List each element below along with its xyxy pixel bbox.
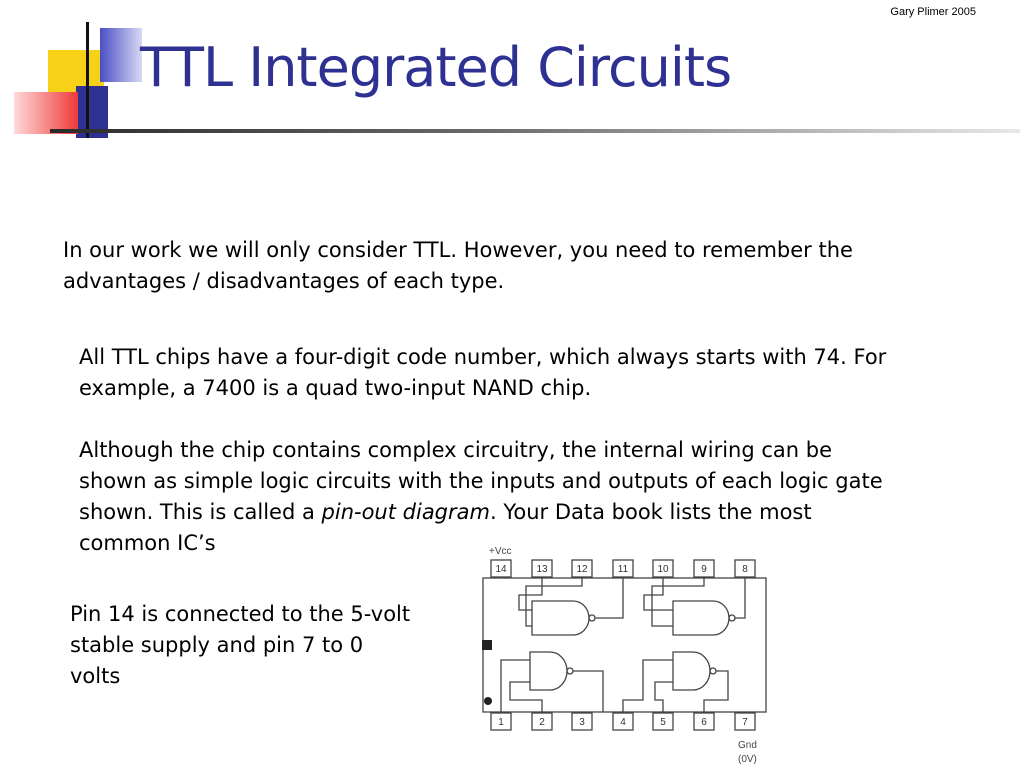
pinout-text-after: . Your Data book lists the most common IC’s	[79, 500, 812, 555]
pin-label-11: 11	[617, 564, 629, 575]
slide-title: TTL Integrated Circuits	[140, 36, 732, 99]
pin1-dot	[484, 697, 492, 705]
code-number-paragraph: All TTL chips have a four-digit code number, which always starts with 74. For example, a 7400 is a quad two-input NAND chip.	[79, 345, 887, 400]
pin-label-14: 14	[495, 564, 507, 575]
pin-label-8: 8	[742, 564, 748, 575]
title-underline	[50, 129, 1020, 133]
pin-label-10: 10	[657, 564, 669, 575]
pin-label-9: 9	[701, 564, 707, 575]
pin-label-7: 7	[742, 717, 748, 728]
pinout-diagram	[470, 540, 790, 768]
pin-label-12: 12	[576, 564, 588, 575]
decor-vertical-line	[86, 22, 89, 138]
pin-label-4: 4	[620, 717, 626, 728]
author-credit: Gary Plimer 2005	[890, 6, 976, 18]
pin-label-5: 5	[660, 717, 666, 728]
nand-gate-b	[673, 601, 729, 635]
vcc-label: +Vcc	[489, 546, 512, 557]
decor-red-square	[14, 92, 78, 134]
supply-note-paragraph: Pin 14 is connected to the 5-volt stable supply and pin 7 to 0 volts	[70, 602, 411, 688]
pin-label-13: 13	[536, 564, 548, 575]
pinout-term: pin-out diagram	[321, 500, 490, 524]
nand-gate-c	[530, 652, 567, 690]
pin-label-3: 3	[579, 717, 585, 728]
intro-paragraph: In our work we will only consider TTL. However, you need to remember the advantages / disadvantages of each type.	[63, 238, 853, 293]
gnd-sublabel: (0V)	[738, 754, 757, 765]
gnd-label: Gnd	[738, 740, 757, 751]
pin-label-6: 6	[701, 717, 707, 728]
pin-label-2: 2	[539, 717, 545, 728]
nand-gate-d	[673, 652, 710, 690]
notch-mark	[482, 640, 492, 650]
nand-gate-a	[532, 601, 589, 635]
pin-label-1: 1	[498, 717, 504, 728]
pinout-text-before: Although the chip contains complex circuitry, the internal wiring can be shown as simple logic circuits with the inputs and outputs of each logic gate shown. This is called a	[79, 438, 883, 524]
decor-lightblue-square	[100, 28, 142, 82]
